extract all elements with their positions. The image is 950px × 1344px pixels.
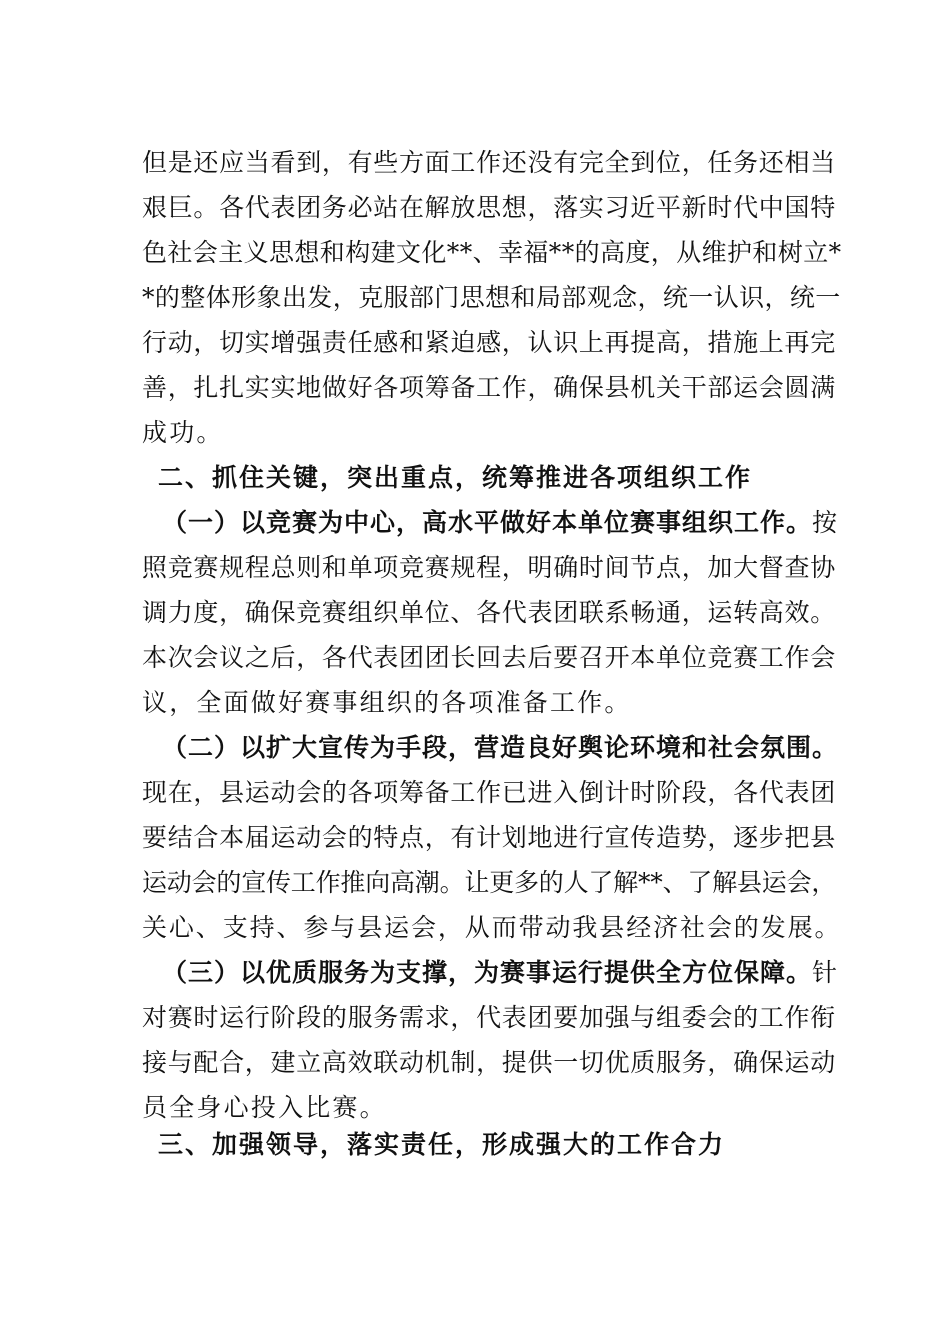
item-1-first-line [142,500,842,545]
item-1-title: （一）以竞赛为中心，高水平做好本单位赛事组织工作。 [162,508,813,537]
item-1 [142,500,842,725]
paragraph-line: 调力度，确保竞赛组织单位、各代表团联系畅通，运转高效。 [142,598,836,627]
paragraph-line: 照竞赛规程总则和单项竞赛规程，明确时间节点，加大督查协 [142,553,836,582]
item-3-title: （三）以优质服务为支撑，为赛事运行提供全方位保障。 [162,958,813,987]
item-2-first-line [142,725,842,770]
paragraph-line: 色社会主义思想和构建文化**、幸福**的高度，从维护和树立* [142,238,842,267]
paragraph-intro [142,140,842,455]
paragraph-line: *的整体形象出发，克服部门思想和局部观念，统一认识，统一 [142,283,841,312]
paragraph-line: 接与配合，建立高效联动机制，提供一切优质服务，确保运动 [142,1048,836,1077]
item-1-title-tail: 按 [812,508,839,537]
paragraph-line: 对赛时运行阶段的服务需求，代表团要加强与组委会的工作衔 [142,1003,836,1032]
item-3-title-tail: 针 [812,958,839,987]
item-3 [142,950,842,1130]
paragraph-line: 艰巨。各代表团务必站在解放思想，落实习近平新时代中国特 [142,193,836,222]
paragraph-line: 议，全面做好赛事组织的各项准备工作。 [142,688,632,717]
paragraph-line: 本次会议之后，各代表团团长回去后要召开本单位竞赛工作会 [142,643,836,672]
item-2 [142,725,842,950]
paragraph-line: 员全身心投入比赛。 [142,1093,387,1122]
section-heading-2: 二、抓住关键，突出重点，统筹推进各项组织工作 [158,463,753,492]
paragraph-line: 运动会的宣传工作推向高潮。让更多的人了解**、了解县运会， [142,868,837,897]
paragraph-line: 行动，切实增强责任感和紧迫感，认识上再提高，措施上再完 [142,328,836,357]
section-heading-3: 三、加强领导，落实责任，形成强大的工作合力 [158,1130,726,1159]
paragraph-line: 但是还应当看到，有些方面工作还没有完全到位，任务还相当 [142,148,836,177]
paragraph-line: 善，扎扎实实地做好各项筹备工作，确保县机关干部运会圆满 [142,373,836,402]
paragraph-line: 关心、支持、参与县运会，从而带动我县经济社会的发展。 [142,913,842,942]
paragraph-line: 要结合本届运动会的特点，有计划地进行宣传造势，逐步把县 [142,823,836,852]
paragraph-line: 现在，县运动会的各项筹备工作已进入倒计时阶段，各代表团 [142,778,836,807]
item-2-title: （二）以扩大宣传为手段，营造良好舆论环境和社会氛围。 [162,733,839,762]
paragraph-line: 成功。 [142,418,224,447]
item-3-first-line [142,950,842,995]
